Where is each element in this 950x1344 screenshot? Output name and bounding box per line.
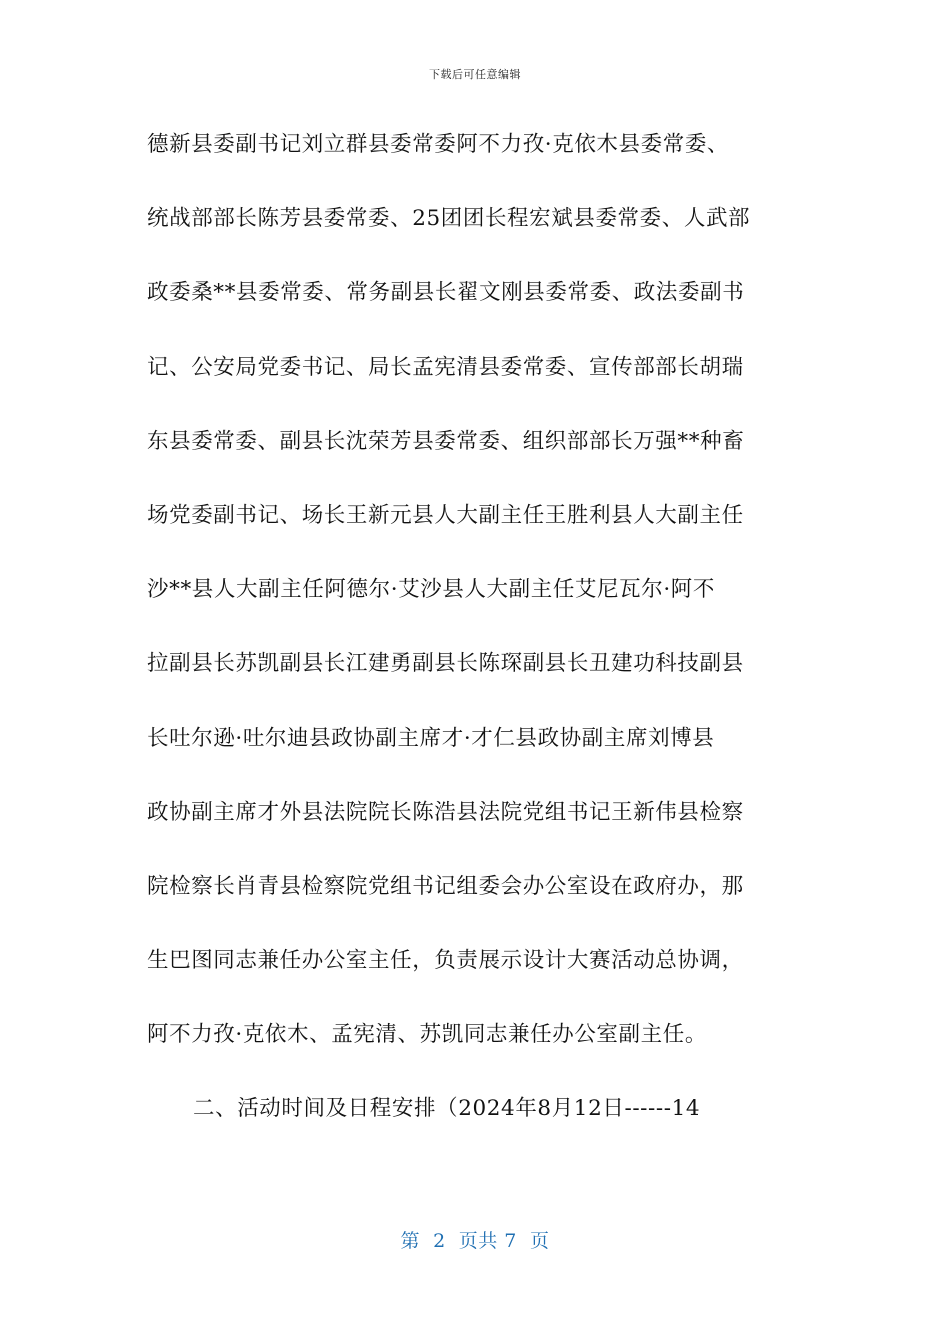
page-number-footer: 第 2 页共 7 页 — [400, 1230, 550, 1252]
body-line: 阿不力孜·克依木、孟宪清、苏凯同志兼任办公室副主任。 — [147, 1022, 707, 1048]
section-heading: 二、活动时间及日程安排（2024年8月12日------14 — [193, 1096, 701, 1122]
document-body — [147, 125, 807, 1164]
body-line: 拉副县长苏凯副县长江建勇副县长陈琛副县长丑建功科技副县 — [147, 651, 744, 677]
body-line: 记、公安局党委书记、局长孟宪清县委常委、宣传部部长胡瑞 — [147, 354, 744, 380]
body-line: 统战部部长陈芳县委常委、25团团长程宏斌县委常委、人武部 — [147, 206, 751, 232]
body-line: 德新县委副书记刘立群县委常委阿不力孜·克依木县委常委、 — [147, 132, 730, 157]
download-note: 下载后可任意编辑 — [429, 68, 521, 81]
body-line: 生巴图同志兼任办公室主任，负责展示设计大赛活动总协调， — [147, 948, 744, 974]
body-line: 场党委副书记、场长王新元县人大副主任王胜利县人大副主任 — [147, 502, 744, 528]
body-line: 东县委常委、副县长沈荣芳县委常委、组织部部长万强**种畜 — [147, 428, 745, 454]
body-line: 政委桑**县委常委、常务副县长翟文刚县委常委、政法委副书 — [147, 280, 745, 306]
body-line: 长吐尔逊·吐尔迪县政协副主席才·才仁县政协副主席刘博县 — [147, 725, 715, 751]
body-line: 沙**县人大副主任阿德尔·艾沙县人大副主任艾尼瓦尔·阿不 — [147, 577, 715, 603]
body-line: 政协副主席才外县法院院长陈浩县法院党组书记王新伟县检察 — [147, 799, 744, 825]
body-line: 院检察长肖青县检察院党组书记组委会办公室设在政府办，那 — [147, 873, 744, 899]
